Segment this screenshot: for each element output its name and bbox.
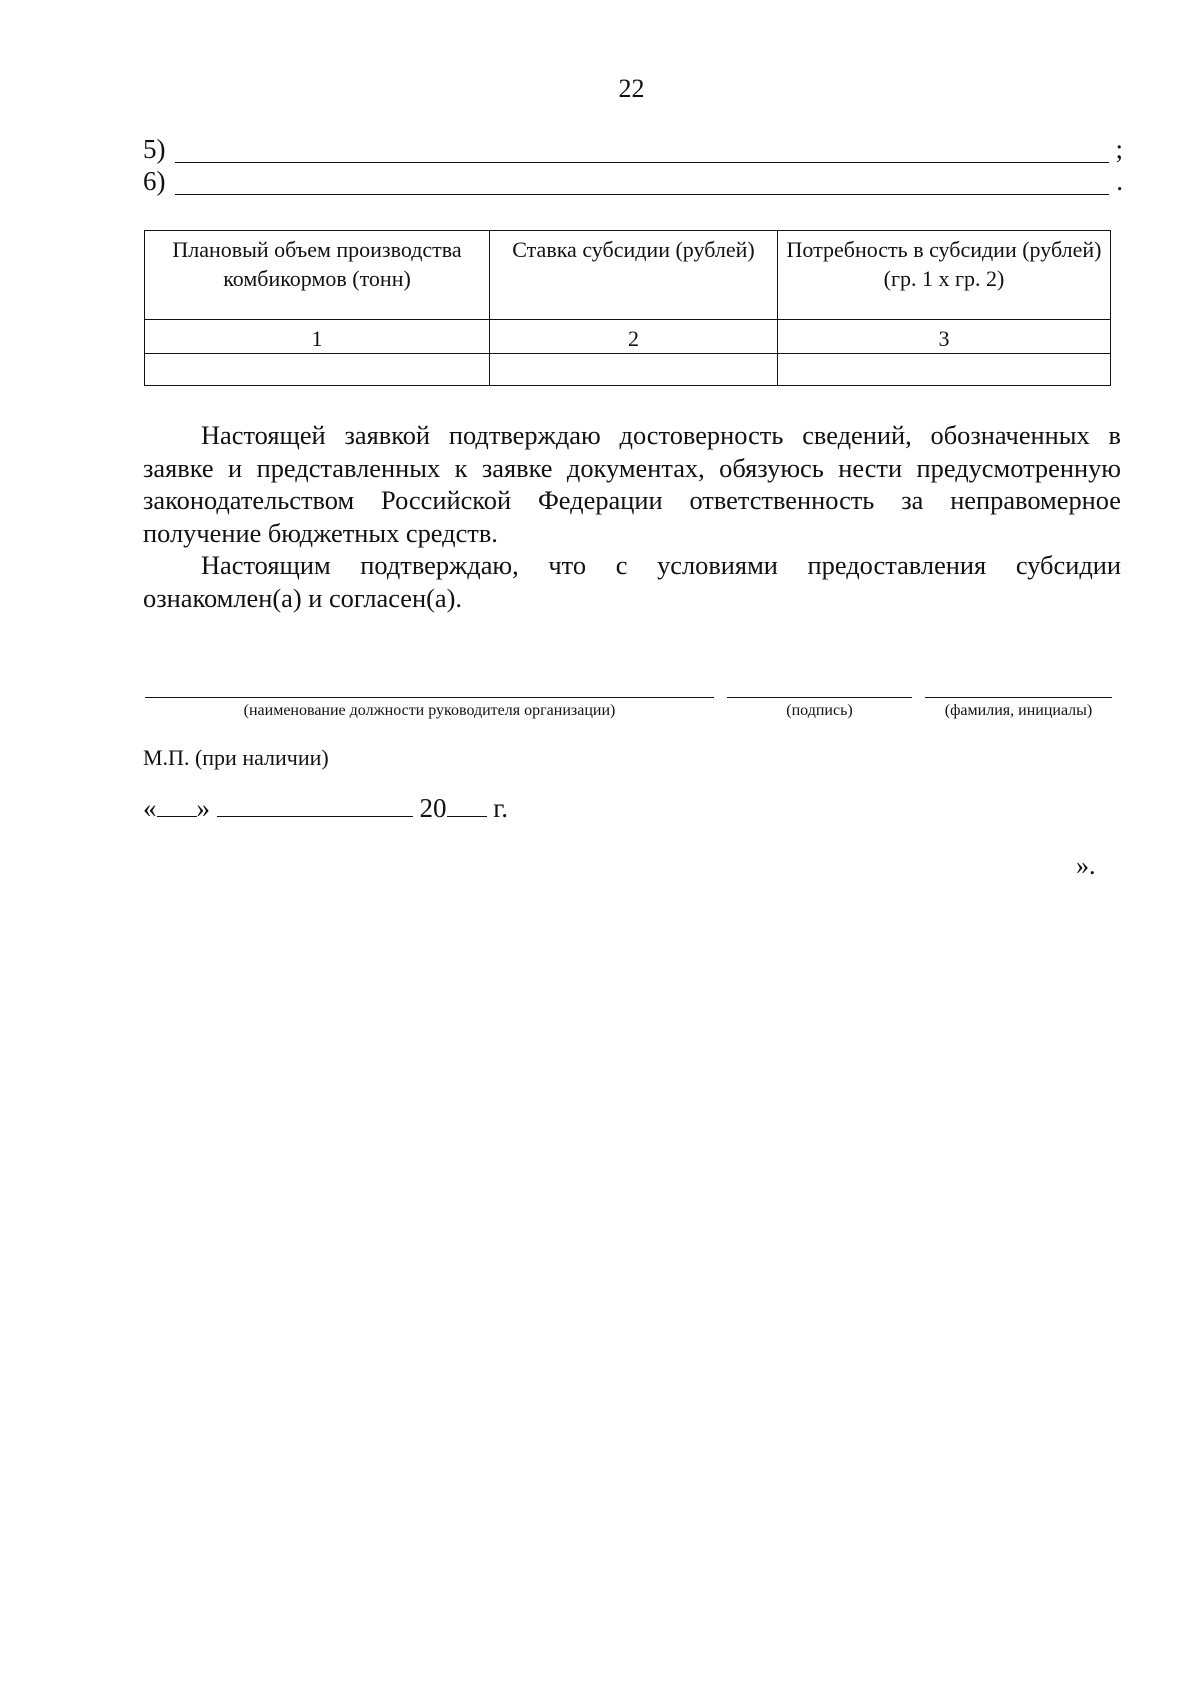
year-suffix: г.: [493, 793, 509, 823]
table-cell: [490, 354, 778, 386]
table-cell: [145, 354, 490, 386]
stamp-note: М.П. (при наличии): [143, 745, 329, 770]
numbered-line-label: 5): [143, 134, 166, 164]
name-caption: (фамилия, инициалы): [944, 702, 1093, 719]
numbered-line-6: [143, 166, 1123, 200]
table-header-cell: Плановый объем производства комбикормов (тонн): [145, 231, 490, 320]
confirmation-text: [143, 419, 1121, 614]
table-cell: 2: [490, 320, 778, 354]
position-caption: (наименование должности руководителя организации): [243, 702, 616, 719]
table-header-row: [145, 231, 1111, 320]
fill-in-rule: [175, 194, 1109, 195]
table-column-numbers-row: [145, 320, 1111, 354]
date-close-quote: »: [196, 793, 210, 823]
table-cell: 3: [778, 320, 1111, 354]
table-row: [145, 354, 1111, 386]
year-prefix: 20: [419, 793, 447, 823]
numbered-line-label: 6): [143, 166, 166, 196]
date-line: [143, 792, 508, 824]
page-number: 22: [618, 74, 645, 103]
signature-caption: (подпись): [786, 702, 853, 719]
day-blank: [157, 792, 197, 817]
position-signature-rule: [145, 697, 714, 698]
paragraph: Настоящей заявкой подтверждаю достоверность сведений, обозначенных в заявке и представленных к заявке документах, обязуюсь нести предусмотренную законодательством Российской Федерации ответственность за неправомерное получение бюджетных средств.: [143, 420, 1121, 548]
name-signature-rule: [925, 697, 1112, 698]
date-open-quote: «: [143, 793, 157, 823]
month-blank: [217, 792, 413, 817]
table-header-cell: Ставка субсидии (рублей): [490, 231, 778, 320]
numbered-line-end: .: [1116, 166, 1123, 196]
year-blank: [447, 792, 487, 817]
subsidy-table: [144, 230, 1111, 386]
numbered-line-5: [143, 134, 1123, 168]
paragraph: Настоящим подтверждаю, что с условиями предоставления субсидии ознакомлен(а) и согласен(а).: [143, 550, 1121, 613]
fill-in-rule: [175, 162, 1109, 163]
numbered-line-end: ;: [1115, 134, 1123, 164]
table-header-cell: Потребность в субсидии (рублей) (гр. 1 х гр. 2): [778, 231, 1111, 320]
signature-rule: [727, 697, 912, 698]
table-cell: 1: [145, 320, 490, 354]
closing-quote: ».: [1076, 851, 1096, 880]
table-cell: [778, 354, 1111, 386]
